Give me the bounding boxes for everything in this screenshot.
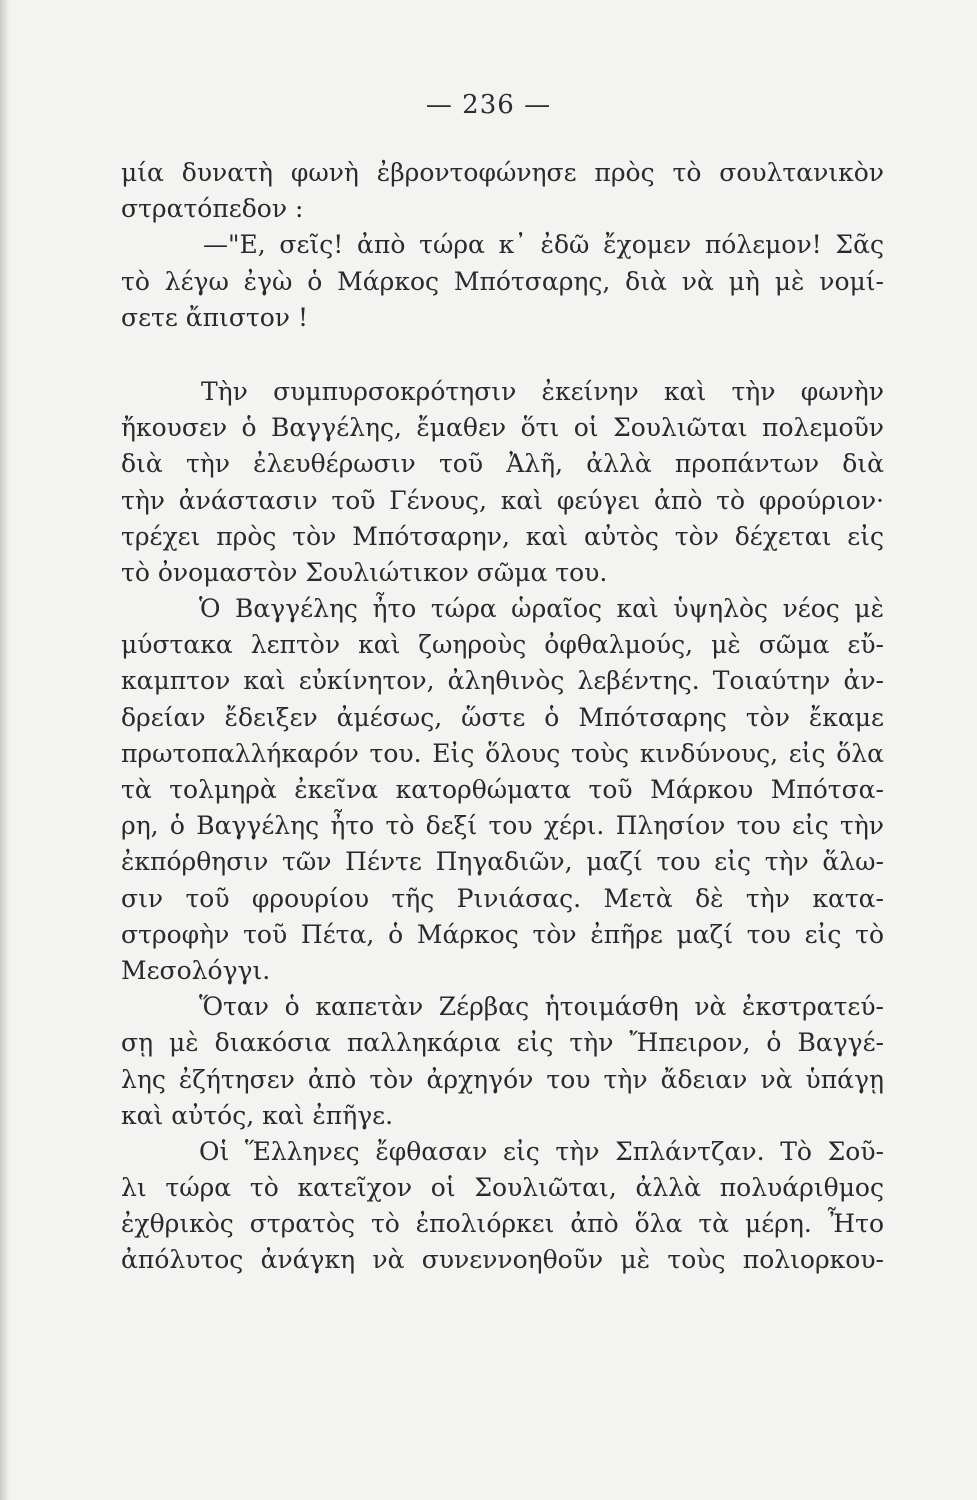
text-line: ρη, ὁ Βαγγέλης ἦτο τὸ δεξί του χέρι. Πλησίον του εἰς τὴν	[121, 811, 884, 841]
text-line: σετε ἄπιστον !	[121, 302, 308, 332]
text-line: καὶ αὐτός, καὶ ἐπῆγε.	[121, 1100, 394, 1130]
text-line: στροφὴν τοῦ Πέτα, ὁ Μάρκος τὸν ἐπῆρε μαζί του εἰς τὸ	[121, 919, 884, 949]
paragraph	[121, 1134, 884, 1279]
page-number: — 236 —	[425, 90, 552, 120]
paragraph	[121, 227, 884, 336]
text-line: σῃ μὲ διακόσια παλληκάρια εἰς τὴν Ἤπειρον, ὁ Βαγγέ-	[121, 1028, 884, 1058]
text-line: Τὴν συμπυρσοκρότησιν ἐκείνην καὶ τὴν φωνὴν	[201, 376, 884, 406]
paragraph	[121, 989, 884, 1134]
binding-shadow	[0, 0, 10, 1500]
paragraph	[121, 155, 884, 227]
text-line: —"Ε, σεῖς! ἀπὸ τώρα κ᾽ ἐδῶ ἔχομεν πόλεμον! Σᾶς	[203, 230, 884, 260]
text-line: τὸ ὀνομαστὸν Σουλιώτικον σῶμα του.	[121, 557, 608, 587]
text-line: στρατόπεδον :	[121, 194, 304, 224]
text-line: λι τώρα τὸ κατεῖχον οἱ Σουλιῶται, ἀλλὰ πολυάριθμος	[121, 1173, 884, 1203]
text-line: σιν τοῦ φρουρίου τῆς Ρινιάσας. Μετὰ δὲ τὴν κατα-	[121, 883, 884, 913]
paragraph	[121, 591, 884, 989]
text-line: ἐκπόρθησιν τῶν Πέντε Πηγαδιῶν, μαζί του εἰς τὴν ἅλω-	[121, 847, 884, 877]
text-line: δρείαν ἔδειξεν ἀμέσως, ὥστε ὁ Μπότσαρης τὸν ἔκαμε	[121, 702, 884, 732]
text-line: τὴν ἀνάστασιν τοῦ Γένους, καὶ φεύγει ἀπὸ τὸ φρούριον·	[121, 485, 884, 515]
text-line: πρωτοπαλλήκαρόν του. Εἰς ὅλους τοὺς κινδύνους, εἰς ὅλα	[121, 738, 884, 768]
text-line: Ὁ Βαγγέλης ἦτο τώρα ὡραῖος καὶ ὑψηλὸς νέος μὲ	[199, 594, 884, 624]
text-line: ἀπόλυτος ἀνάγκη νὰ συνεννοηθοῦν μὲ τοὺς πολιορκου-	[121, 1245, 884, 1275]
text-line: καμπτον καὶ εὐκίνητον, ἀληθινὸς λεβέντης. Τοιαύτην ἀν-	[121, 666, 884, 696]
text-line: Μεσολόγγι.	[121, 955, 271, 985]
text-line: τὰ τολμηρὰ ἐκεῖνα κατορθώματα τοῦ Μάρκου Μπότσα-	[121, 775, 884, 804]
text-line: λης ἐζήτησεν ἀπὸ τὸν ἀρχηγόν του τὴν ἄδειαν νὰ ὑπάγῃ	[121, 1064, 884, 1094]
paragraph	[121, 374, 884, 591]
text-line: μύστακα λεπτὸν καὶ ζωηροὺς ὀφθαλμούς, μὲ σῶμα εὔ-	[121, 630, 884, 660]
text-line: ἐχθρικὸς στρατὸς τὸ ἐπολιόρκει ἀπὸ ὅλα τὰ μέρη. Ἦτο	[121, 1209, 884, 1239]
text-line: τρέχει πρὸς τὸν Μπότσαρην, καὶ αὐτὸς τὸν δέχεται εἰς	[121, 521, 884, 551]
text-line: μία δυνατὴ φωνὴ ἐβροντοφώνησε πρὸς τὸ σουλτανικὸν	[121, 158, 884, 187]
text-line: ἤκουσεν ὁ Βαγγέλης, ἔμαθεν ὅτι οἱ Σουλιῶται πολεμοῦν	[121, 413, 884, 443]
text-line: Οἱ Ἕλληνες ἔφθασαν εἰς τὴν Σπλάντζαν. Τὸ Σοῦ-	[199, 1136, 884, 1166]
text-line: διὰ τὴν ἐλευθέρωσιν τοῦ Ἀλῆ, ἀλλὰ προπάντων διὰ	[121, 449, 884, 479]
body-text	[121, 155, 884, 1279]
text-line: τὸ λέγω ἐγὼ ὁ Μάρκος Μπότσαρης, διὰ νὰ μὴ μὲ νομί-	[121, 266, 884, 296]
text-line: Ὅταν ὁ καπετὰν Ζέρβας ἡτοιμάσθη νὰ ἐκστρατεύ-	[199, 992, 884, 1022]
